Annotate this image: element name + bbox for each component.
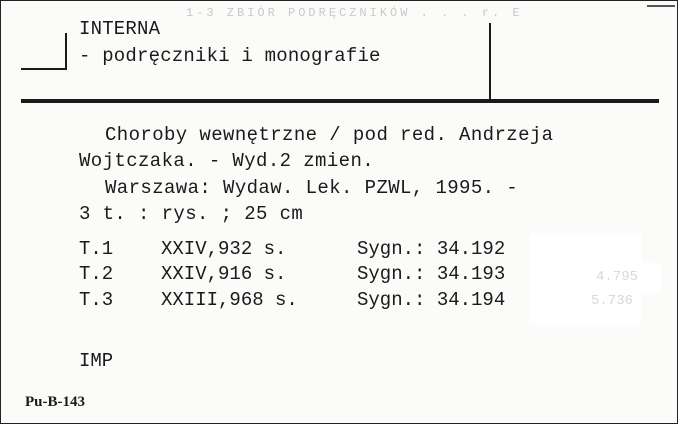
correction-patch [529, 233, 641, 263]
volume-number: T.1 [79, 238, 114, 260]
volume-number: T.2 [79, 263, 114, 285]
ghost-number: 5.736 [591, 293, 634, 309]
ghost-number: 4.795 [596, 269, 639, 285]
volume-signature: Sygn.: 34.194 [357, 289, 506, 311]
volume-pages: XXIV,932 s. [161, 238, 287, 260]
header-vertical-rule [489, 23, 491, 101]
title-line-1: Choroby wewnętrzne / pod red. Andrzeja [105, 124, 554, 146]
header-horizontal-rule [21, 99, 659, 103]
corner-bracket-vertical [65, 33, 67, 69]
subject-subheading: - podręczniki i monografie [79, 45, 381, 67]
library-stamp: Pu-B-143 [25, 394, 85, 410]
faint-printed-heading: 1-3 ZBIÓR PODRĘCZNIKÓW . . . r. E [186, 6, 523, 20]
physical-description: 3 t. : rys. ; 25 cm [79, 203, 304, 225]
volume-pages: XXIV,916 s. [161, 263, 287, 285]
title-line-2: Wojtczaka. - Wyd.2 zmien. [79, 150, 375, 172]
volume-signature: Sygn.: 34.193 [357, 263, 506, 285]
top-edge-mark [647, 5, 675, 7]
volume-number: T.3 [79, 289, 114, 311]
subject-heading: INTERNA [79, 18, 161, 40]
corner-bracket-horizontal [21, 68, 67, 70]
volume-pages: XXIII,968 s. [161, 289, 298, 311]
note-code: IMP [79, 350, 114, 372]
imprint-line: Warszawa: Wydaw. Lek. PZWL, 1995. - [105, 177, 519, 199]
volume-signature: Sygn.: 34.192 [357, 238, 506, 260]
correction-patch [529, 263, 661, 293]
